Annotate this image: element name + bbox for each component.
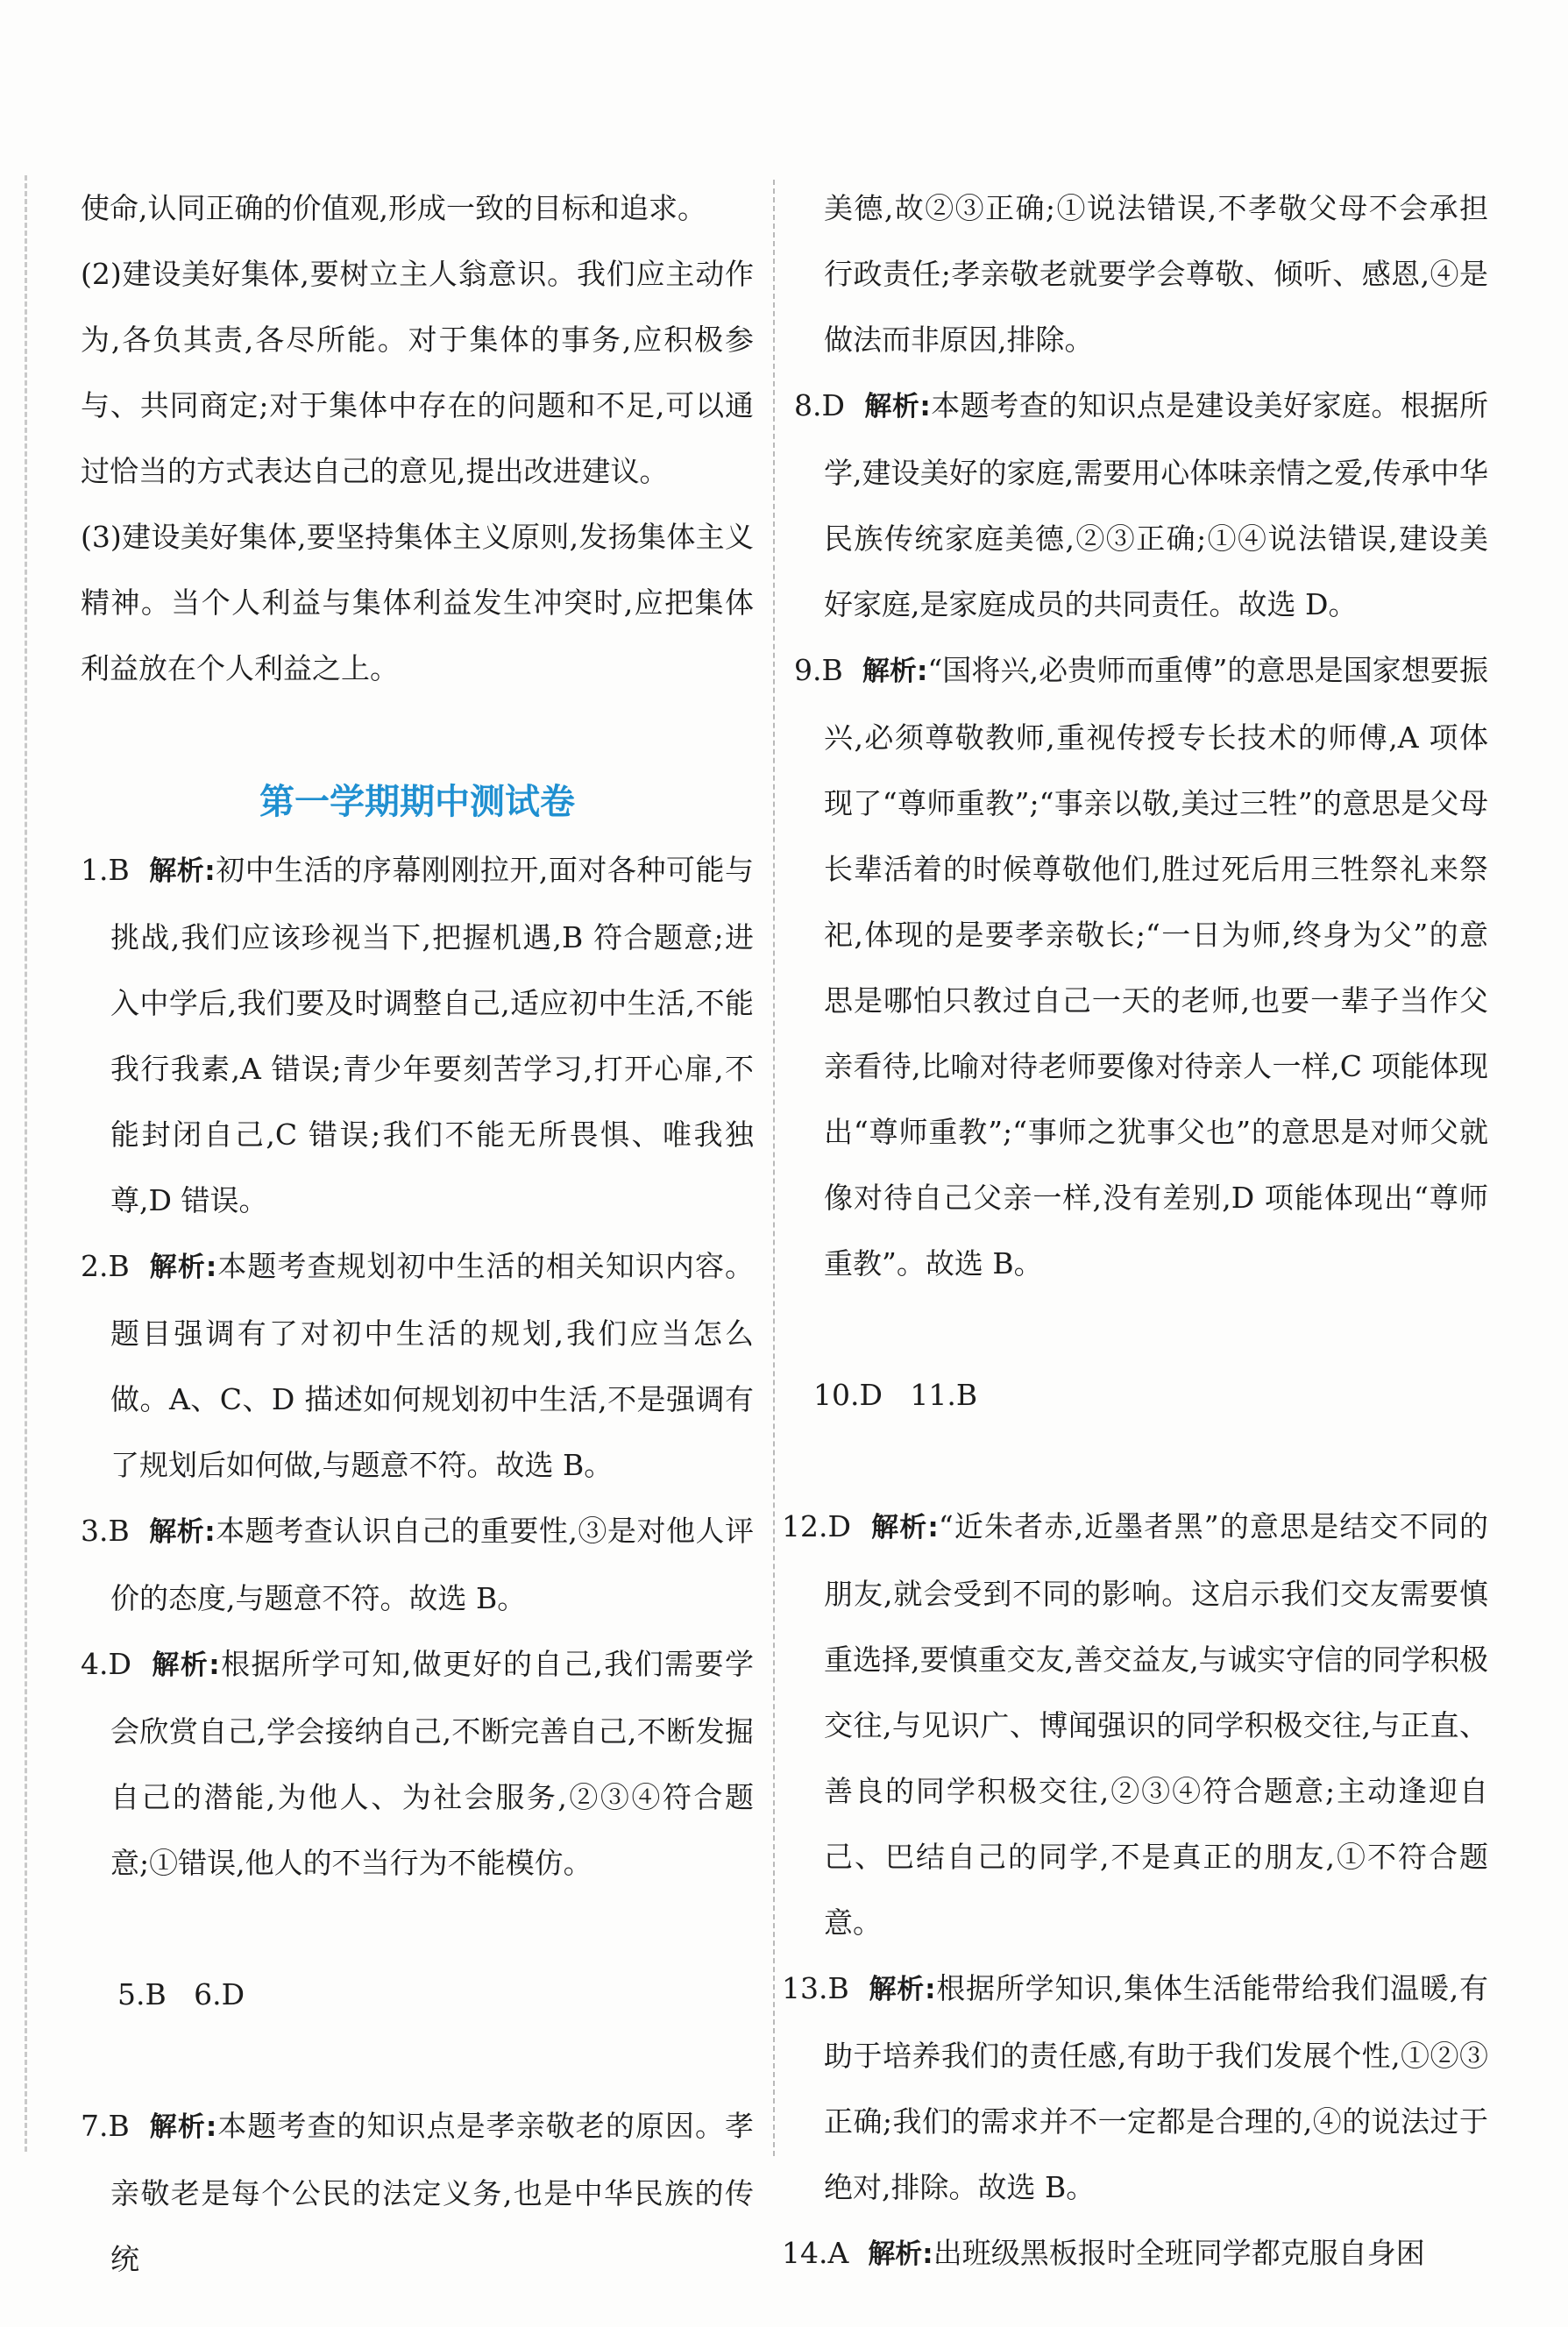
- analysis-label: 解析:: [150, 1649, 220, 1681]
- analysis-label: 解析:: [869, 1512, 939, 1543]
- answer-number: 7.B: [81, 2109, 130, 2143]
- answer-item: [81, 1896, 754, 2093]
- answer-item: [81, 1631, 754, 1896]
- answer-text: 本题考查的知识点是建设美好家庭。根据所学,建设美好的家庭,需要用心体味亲情之爱,传承中华民族传统家庭美德,②③正确;①④说法错误,建设美好家庭,是家庭成员的共同责任。故选 D。: [824, 388, 1489, 621]
- answer-number: 3.B: [81, 1514, 130, 1548]
- answer-number: 14.A: [782, 2236, 849, 2270]
- answer-text: 根据所学知识,集体生活能带给我们温暖,有助于培养我们的责任感,有助于我们发展个性,①②③正确;我们的需求并不一定都是合理的,④的说法过于绝对,排除。故选 B。: [824, 1971, 1488, 2204]
- analysis-label: 解析:: [868, 2238, 933, 2270]
- intro-paragraph-2: (2)建设美好集体,要树立主人翁意识。我们应主动作为,各负其责,各尽所能。对于集体的事务,应积极参与、共同商定;对于集体中存在的问题和不足,可以通过恰当的方式表达自己的意见,提出改进建议。: [81, 257, 754, 488]
- answer-number: 1.B: [81, 853, 130, 887]
- right-column: [782, 175, 1489, 2288]
- answer-text: 本题考查的知识点是孝亲敬老的原因。孝亲敬老是每个公民的法定义务,也是中华民族的传统: [110, 2109, 755, 2276]
- analysis-label: 解析:: [863, 391, 931, 422]
- answer-number: 13.B: [782, 1971, 849, 2005]
- answer-text: 本题考查认识自己的重要性,③是对他人评价的态度,与题意不符。故选 B。: [110, 1514, 754, 1615]
- answer-text: “近朱者赤,近墨者黑”的意思是结交不同的朋友,就会受到不同的影响。这启示我们交友需要慎重选择,要慎重交友,善交益友,与诚实守信的同学积极交往,与见识广、博闻强识的同学积极交往,与正直、善良的同学积极交往,②③④符合题意;主动逢迎自己、巴结自己的同学,不是真正的朋友,①不符合题意。: [824, 1509, 1489, 1940]
- analysis-label: 解析:: [868, 1974, 936, 2005]
- answer-text: 初中生活的序幕刚刚拉开,面对各种可能与挑战,我们应该珍视当下,把握机遇,B 符合题意;进入中学后,我们要及时调整自己,适应初中生活,不能我行我素,A 错误;青少年要刻苦学习,打开心扉,不能封闭自己,C 错误;我们不能无所畏惧、唯我独尊,D 错误。: [110, 853, 754, 1217]
- answer-item: [782, 1493, 1488, 1955]
- section-title: 第一学期期中测试卷: [259, 782, 575, 822]
- continuation-text: 美德,故②③正确;①说法错误,不孝敬父母不会承担行政责任;孝亲敬老就要学会尊敬、倾听、感恩,④是做法而非原因,排除。: [824, 191, 1488, 357]
- answer-item: [782, 2220, 1488, 2288]
- answer-item: [81, 1233, 754, 1498]
- answer-number: 8.D: [794, 388, 845, 422]
- answer-item: [81, 837, 754, 1233]
- answer-number: 4.D: [81, 1647, 131, 1681]
- analysis-label: 解析:: [148, 1252, 217, 1283]
- analysis-label: 解析:: [862, 656, 928, 687]
- answer-item: [777, 1296, 1488, 1493]
- answer-text: “国将兴,必贵师而重傅”的意思是国家想要振兴,必须尊敬教师,重视传授专长技术的师傅,A 项体现了“尊师重教”;“事亲以敬,美过三牲”的意思是父母长辈活着的时候尊敬他们,胜过死后用三牲祭礼来祭祀,体现的是要孝亲敬长;“一日为师,终身为父”的意思是哪怕只教过自己一天的老师,也要一辈子当作父亲看待,比喻对待老师要像对待亲人一样,C 项能体现出“尊师重教”;“事师之犹事父也”的意思是对师父就像对待自己父亲一样,没有差别,D 项能体现出“尊师重教”。故选 B。: [824, 653, 1488, 1281]
- answer-text: 根据所学可知,做更好的自己,我们需要学会欣赏自己,学会接纳自己,不断完善自己,不断发掘自己的潜能,为他人、为社会服务,②③④符合题意;①错误,他人的不当行为不能模仿。: [110, 1647, 754, 1880]
- answer-number: 5.B 6.D: [117, 1977, 245, 2011]
- binding-margin: [25, 175, 31, 2152]
- analysis-label: 解析:: [148, 1516, 216, 1548]
- answer-number: 12.D: [782, 1509, 851, 1543]
- column-divider: [773, 180, 775, 2156]
- analysis-label: 解析:: [148, 855, 216, 887]
- intro-line-1: 使命,认同正确的价值观,形成一致的目标和追求。: [81, 191, 706, 225]
- answer-number: 2.B: [81, 1249, 130, 1283]
- answer-number: 10.D 11.B: [812, 1378, 978, 1412]
- answer-item: [81, 2093, 754, 2292]
- analysis-label: 解析:: [148, 2111, 217, 2143]
- left-column: [81, 175, 754, 2292]
- answer-item: [794, 372, 1488, 637]
- answer-item: [782, 1955, 1488, 2220]
- answer-text: 出班级黑板报时全班同学都克服自身困: [933, 2236, 1425, 2270]
- answer-item: [81, 1498, 754, 1631]
- answer-number: 9.B: [794, 653, 843, 687]
- answer-item: [794, 637, 1488, 1296]
- intro-paragraph-3: (3)建设美好集体,要坚持集体主义原则,发扬集体主义精神。当个人利益与集体利益发生冲突时,应把集体利益放在个人利益之上。: [81, 520, 754, 685]
- answer-text: 本题考查规划初中生活的相关知识内容。题目强调有了对初中生活的规划,我们应当怎么做。A、C、D 描述如何规划初中生活,不是强调有了规划后如何做,与题意不符。故选 B。: [110, 1249, 755, 1482]
